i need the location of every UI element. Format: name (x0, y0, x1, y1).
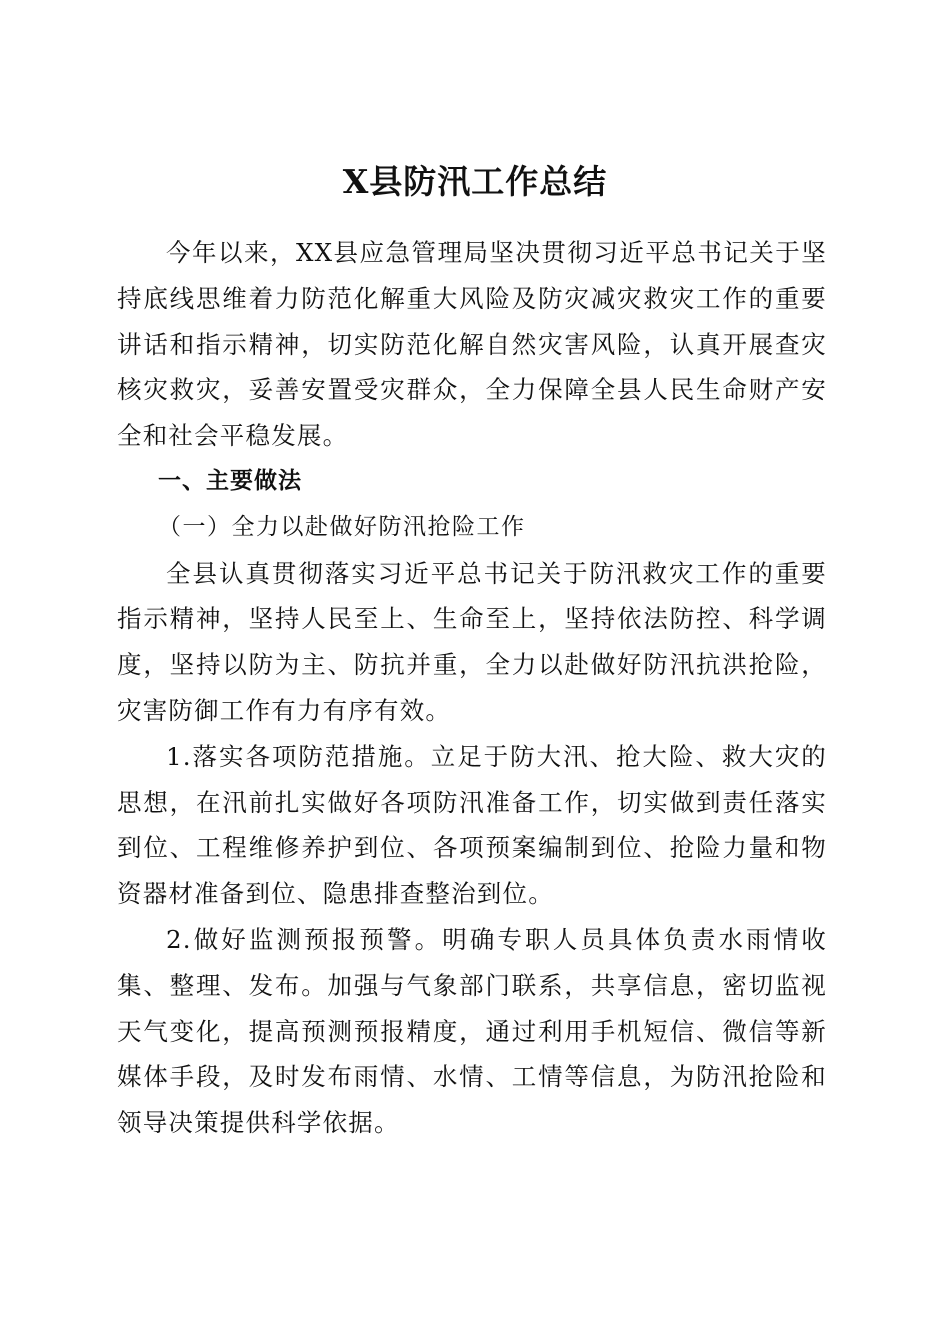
intro-paragraph: 今年以来，XX县应急管理局坚决贯彻习近平总书记关于坚持底线思维着力防范化解重大风险及防灾减灾救灾工作的重要讲话和指示精神，切实防范化解自然灾害风险，认真开展查灾核灾救灾，妥善安置受灾群众，全力保障全县人民生命财产安全和社会平稳发展。 (117, 238, 827, 451)
list-item-prevention-measures: 1.落实各项防范措施。立足于防大汛、抢大险、救大灾的思想，在汛前扎实做好各项防汛准备工作，切实做到责任落实到位、工程维修养护到位、各项预案编制到位、抢险力量和物资器材准备到位、隐患排查整治到位。 (117, 741, 827, 909)
document-body (117, 230, 827, 1146)
section-heading-main-practices: 一、主要做法 (158, 467, 302, 494)
subsection-heading-flood-rescue: （一）全力以赴做好防汛抢险工作 (158, 513, 526, 540)
list-item-monitoring-warning: 2.做好监测预报预警。明确专职人员具体负责水雨情收集、整理、发布。加强与气象部门联系，共享信息，密切监视天气变化，提高预测预报精度，通过利用手机短信、微信等新媒体手段，及时发布雨情、水情、工情等信息，为防汛抢险和领导决策提供科学依据。 (117, 924, 827, 1138)
subsection-paragraph: 全县认真贯彻落实习近平总书记关于防汛救灾工作的重要指示精神，坚持人民至上、生命至上，坚持依法防控、科学调度，坚持以防为主、防抗并重，全力以赴做好防汛抗洪抢险，灾害防御工作有力有序有效。 (117, 558, 827, 725)
document-title: X县防汛工作总结 (342, 162, 608, 202)
